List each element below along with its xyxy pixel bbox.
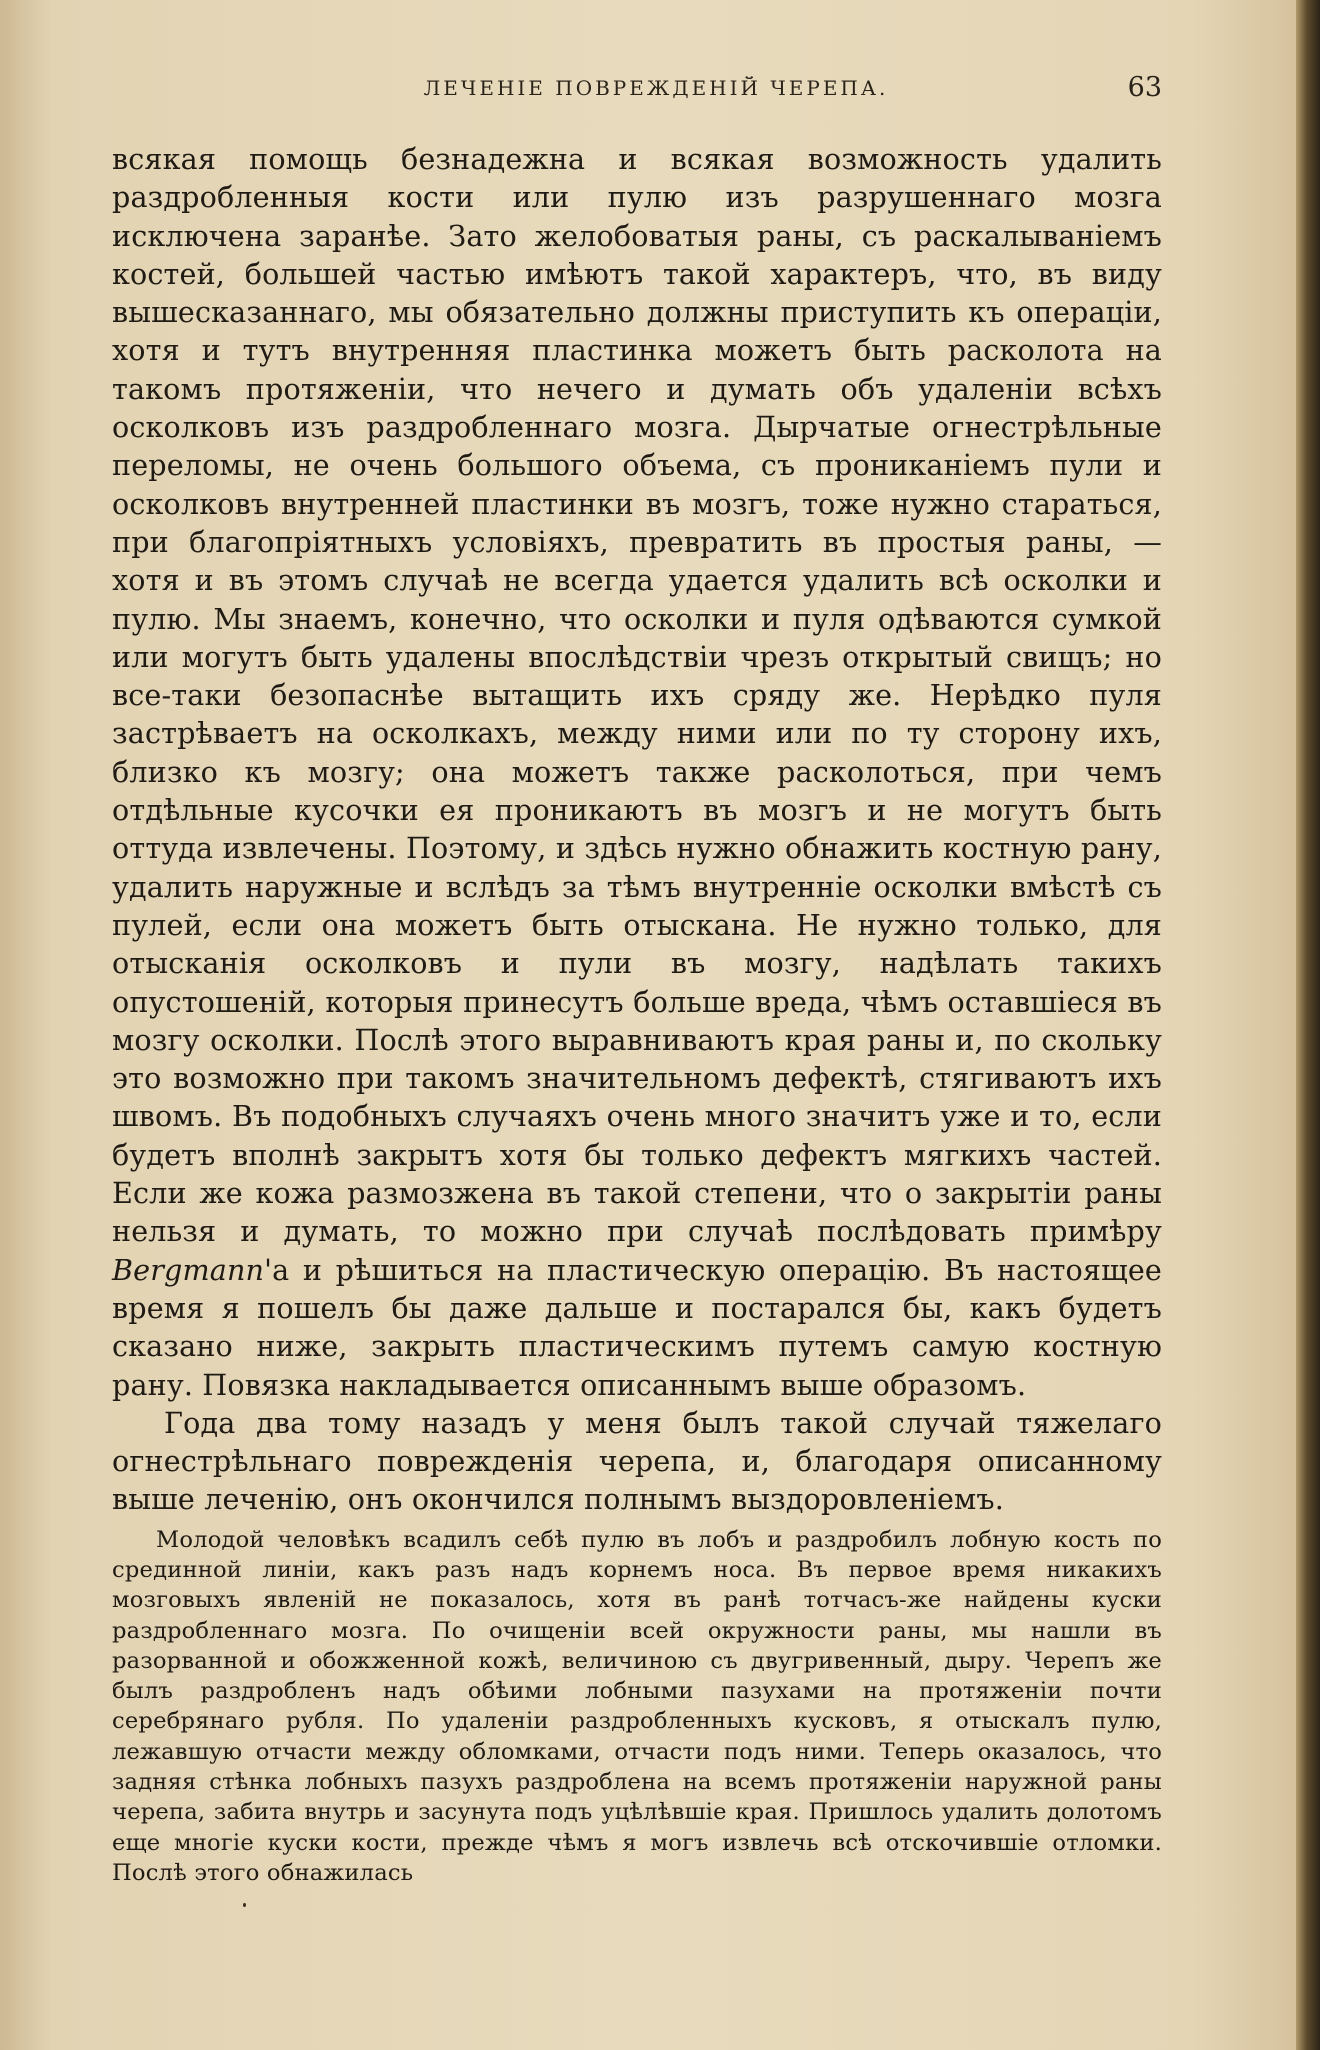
paragraph-1-part-a: всякая помощь безнадежна и всякая возможность удалить раздробленныя кости или пулю изъ разрушеннаго мозга исключена заранѣе. Зато желобоватыя раны, съ раскалываніемъ костей, большей частью имѣютъ такой характеръ, что, въ виду вышесказаннаго, мы обязательно должны приступить къ операціи, хотя и тутъ внутренняя пластинка можетъ быть расколота на такомъ протяженіи, что нечего и думать объ удаленіи всѣхъ осколковъ изъ раздробленнаго мозга. Дырчатые огнестрѣльные переломы, не очень большого объема, съ проникaніемъ пули и осколковъ внутренней пластинки въ мозгъ, тоже нужно стараться, при благопріятныхъ условіяхъ, превратить въ простыя раны, — хотя и въ этомъ случаѣ не всегда удается удалить всѣ осколки и пулю. Мы знаемъ, конечно, что осколки и пуля одѣваются сумкой или могутъ быть удалены впослѣдствіи чрезъ открытый свищъ; но все-таки безопаснѣе вытащить ихъ сряду же. Нерѣдко пуля застрѣваетъ на осколкахъ, между ними или по ту сторону ихъ, близко къ мозгу; она можетъ также расколоться, при чемъ отдѣльные кусочки ея проникаютъ въ мозгъ и не могутъ быть оттуда извлечены. Поэтому, и здѣсь нужно обнажить костную рану, удалить наружные и вслѣдъ за тѣмъ внутренніе осколки вмѣстѣ съ пулей, если она можетъ быть отыскана. Не нужно только, для отысканія осколковъ и пули въ мозгу, надѣлать такихъ опустошеній, которыя принесутъ больше вреда, чѣмъ оставшіеся въ мозгу осколки. Послѣ этого выравниваютъ края раны и, по скольку это возможно при такомъ значительномъ дефектѣ, стягиваютъ ихъ швомъ. Въ подобныхъ случаяхъ очень много значитъ уже и то, если будетъ вполнѣ закрытъ хотя бы только дефектъ мягкихъ частей. Если же кожа размозжена въ такой степени, что о закрытіи раны нельзя и думать, то можно при случаѣ послѣдовать примѣру bbox=[112, 142, 1162, 1249]
author-name: Bergmann bbox=[112, 1252, 265, 1287]
page-edge-shadow bbox=[1296, 0, 1320, 2050]
paragraph-2: Года два тому назадъ у меня былъ такой случай тяжелаго огнестрѣльнаго поврежденія черепа, и, благодаря описанному выше леченію, онъ окончился полнымъ выздоровленіемъ. bbox=[112, 1405, 1162, 1517]
paragraph-1 bbox=[112, 140, 1162, 1404]
case-note: Молодой человѣкъ всадилъ себѣ пулю въ лобъ и раздробилъ лобную кость по срединной линіи, какъ разъ надъ корнемъ носа. Въ первое время никакихъ мозговыхъ явленій не показалось, хотя въ ранѣ тотчасъ-же найдены куски раздробленнаго мозга. По очищеніи всей окружности раны, мы нашли въ разорванной и обожженной кожѣ, величиною съ двугривенный, дыру. Черепъ же былъ раздробленъ надъ обѣими лобными пазухами на протяженіи почти серебрянаго рубля. По удаленіи раздробленныхъ кусковъ, я отыскалъ пулю, лежавшую отчасти между обломками, отчасти подъ ними. Теперь оказалось, что задняя стѣнка лобныхъ пазухъ раздроблена на всемъ протяженіи наружной раны черепа, забита внутрь и засунута подъ уцѣлѣвшіе края. Пришлось удалить долотомъ еще многіе куски кости, прежде чѣмъ я могъ извлечь всѣ отскочившіе отломки. Послѣ этого обнажилась bbox=[112, 1526, 1162, 1886]
paragraph-1-part-b: 'а и рѣшиться на пластическую операцію. Въ настоящее время я пошелъ бы даже дальше и постарался бы, какъ будетъ сказано ниже, закрыть пластическимъ путемъ самую костную рану. Повязка накладывается описаннымъ выше образомъ. bbox=[112, 1252, 1162, 1402]
page-header bbox=[150, 72, 1162, 112]
main-text bbox=[112, 140, 1162, 1888]
running-head: ЛЕЧЕНІЕ ПОВРЕЖДЕНІЙ ЧЕРЕПА. bbox=[423, 76, 889, 100]
ink-speck bbox=[243, 1903, 246, 1907]
page-number: 63 bbox=[1127, 72, 1162, 103]
